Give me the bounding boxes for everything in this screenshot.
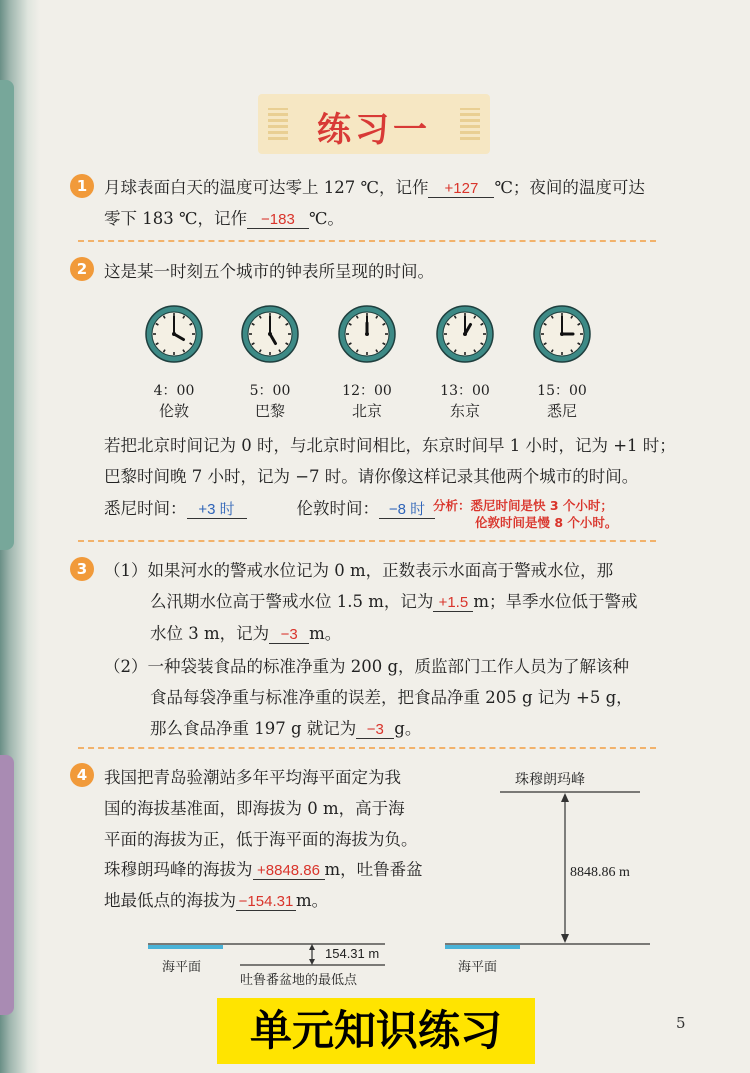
q1-text-2b: ℃。 <box>308 209 344 228</box>
q3b-answer[interactable]: −3 <box>356 722 394 739</box>
q2-paragraph-1: 若把北京时间记为 0 时，与北京时间相比，东京时间早 1 小时，记为 +1 时； <box>104 436 676 455</box>
clock-city-1: 伦敦 <box>158 402 189 420</box>
clock-time-1: 4：00 <box>153 383 195 399</box>
sydney-time-label: 悉尼时间： <box>104 499 187 518</box>
q1-text-2a: 零下 183 ℃，记作 <box>104 209 247 228</box>
section-tab-purple <box>0 755 14 1015</box>
q1-line-1 <box>104 174 645 198</box>
q2-answers-line <box>104 495 435 519</box>
turpan-arrow-up <box>309 944 315 950</box>
q3a-text-2a: 么汛期水位高于警戒水位 1.5 m，记为 <box>150 592 434 611</box>
section-tab-green <box>0 80 14 550</box>
sydney-time-answer[interactable]: +3 时 <box>187 502 247 519</box>
clock-city-5: 悉尼 <box>546 402 577 420</box>
q3b-line-3 <box>150 715 421 739</box>
london-time-answer[interactable]: −8 时 <box>379 502 435 519</box>
everest-height-label: 8848.86 m <box>570 865 630 880</box>
q3a-answer-2[interactable]: −3 <box>269 627 309 644</box>
q3b-line-2: 食品每袋净重与标准净重的误差，把食品净重 205 g 记为 +5 g， <box>150 688 633 707</box>
clock-1 <box>144 304 204 364</box>
everest-label: 珠穆朗玛峰 <box>515 772 585 788</box>
unit-practice-banner: 单元知识练习 <box>217 998 535 1064</box>
clock-3 <box>337 304 397 364</box>
q2-intro: 这是某一时刻五个城市的钟表所呈现的时间。 <box>104 262 434 281</box>
clock-city-4: 东京 <box>449 402 480 420</box>
q1-text-1b: ℃；夜间的温度可达 <box>494 178 645 197</box>
title-box <box>258 94 490 154</box>
q2-paragraph-2: 巴黎时间晚 7 小时，记为 −7 时。请你像这样记录其他两个城市的时间。 <box>104 467 639 486</box>
q1-answer-1[interactable]: +127 <box>428 181 494 198</box>
divider-2 <box>78 540 656 542</box>
question-3-number: 3 <box>70 557 94 581</box>
q1-text-1a: 月球表面白天的温度可达零上 127 ℃，记作 <box>104 178 429 197</box>
exercise-title: 练习一 <box>317 110 431 150</box>
q4-answer-2[interactable]: −154.31 <box>236 894 296 911</box>
question-1-number: 1 <box>70 174 94 198</box>
q3a-answer-1[interactable]: +1.5 <box>433 595 473 612</box>
analysis-note <box>433 497 617 531</box>
q3a-line-1: （1）如果河水的警戒水位记为 0 m，正数表示水面高于警戒水位，那 <box>104 561 614 580</box>
question-2-number: 2 <box>70 257 94 281</box>
clock-city-2: 巴黎 <box>254 402 285 420</box>
everest-arrow-down <box>561 934 569 943</box>
clock-time-2: 5：00 <box>249 383 291 399</box>
q1-line-2 <box>104 205 344 229</box>
clock-4 <box>435 304 495 364</box>
clock-city-3: 北京 <box>351 402 382 420</box>
q4-answer-1[interactable]: +8848.86 <box>253 863 325 880</box>
q3a-text-3b: m。 <box>309 624 342 643</box>
q1-answer-2[interactable]: −183 <box>247 212 309 229</box>
q3a-text-3a: 水位 3 m，记为 <box>150 624 270 643</box>
q4-line-1: 我国把青岛验潮站多年平均海平面定为我 <box>104 768 401 787</box>
clock-2 <box>240 304 300 364</box>
q4-text-4a: 珠穆朗玛峰的海拔为 <box>104 860 253 879</box>
turpan-depth-label: 154.31 m <box>325 946 380 961</box>
turpan-arrow-down <box>309 959 315 965</box>
page-number: 5 <box>676 1014 686 1032</box>
altitude-diagram <box>140 760 660 990</box>
q3b-text-3a: 那么食品净重 197 g 就记为 <box>150 719 357 738</box>
q3a-text-2b: m；旱季水位低于警戒 <box>473 592 638 611</box>
book-spine <box>0 0 40 1073</box>
analysis-line-2: 伦敦时间是慢 8 个小时。 <box>475 515 618 530</box>
q4-line-3: 平面的海拔为正，低于海平面的海拔为负。 <box>104 830 418 849</box>
clock-time-4: 13：00 <box>440 383 490 399</box>
sea-level-label-left: 海平面 <box>162 960 202 975</box>
q3a-line-3 <box>150 620 341 644</box>
q4-line-2: 国的海拔基准面，即海拔为 0 m，高于海 <box>104 799 405 818</box>
q4-text-5a: 地最低点的海拔为 <box>104 891 236 910</box>
q3b-text-3b: g。 <box>394 719 422 738</box>
q3b-line-1: （2）一种袋装食品的标准净重为 200 g，质监部门工作人员为了解该种 <box>104 657 630 676</box>
everest-arrow-up <box>561 793 569 802</box>
sea-water-left <box>148 945 223 949</box>
clock-time-5: 15：00 <box>537 383 587 399</box>
q3a-line-2 <box>150 588 638 612</box>
question-4-number: 4 <box>70 763 94 787</box>
q4-text-4b: m，吐鲁番盆 <box>324 860 423 879</box>
sea-water-right <box>445 945 520 949</box>
turpan-label: 吐鲁番盆地的最低点 <box>240 973 358 988</box>
q4-text-5b: m。 <box>296 891 329 910</box>
divider-3 <box>78 747 656 749</box>
london-time-label: 伦敦时间： <box>296 499 379 518</box>
clock-5 <box>532 304 592 364</box>
divider-1 <box>78 240 656 242</box>
analysis-line-1: 分析：悉尼时间是快 3 个小时； <box>433 498 613 513</box>
sea-level-label-right: 海平面 <box>458 960 498 975</box>
clock-time-3: 12：00 <box>342 383 392 399</box>
